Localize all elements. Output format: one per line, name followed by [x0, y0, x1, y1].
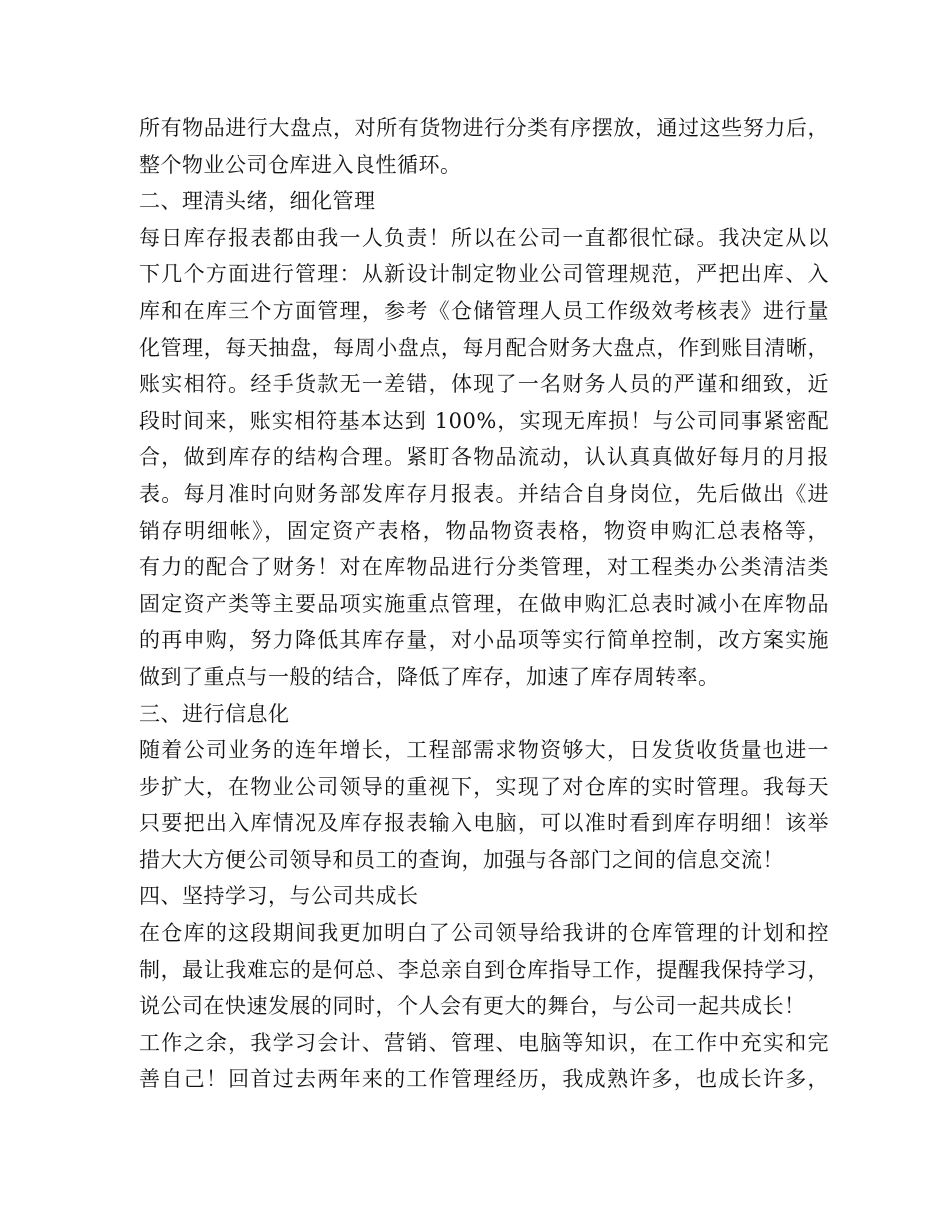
- text-line: 化管理，每天抽盘，每周小盘点，每月配合财务大盘点，作到账目清晰，: [139, 335, 829, 360]
- text-line: 每日库存报表都由我一人负责！所以在公司一直都很忙碌。我决定从以: [139, 225, 829, 250]
- text-line: 制，最让我难忘的是何总、李总亲自到仓库指导工作，提醒我保持学习，: [139, 957, 829, 982]
- text-line: 有力的配合了财务！对在库物品进行分类管理，对工程类办公类清洁类: [139, 555, 829, 580]
- document-body: [139, 110, 829, 1098]
- text-line: 二、理清头绪，细化管理: [139, 189, 376, 214]
- text-line: 措大大方便公司领导和员工的查询，加强与各部门之间的信息交流！: [139, 847, 784, 872]
- text-line: 只要把出入库情况及库存报表输入电脑，可以准时看到库存明细！该举: [139, 811, 829, 836]
- text-line: 做到了重点与一般的结合，降低了库存，加速了库存周转率。: [139, 664, 720, 689]
- text-line: 的再申购，努力降低其库存量，对小品项等实行简单控制，改方案实施: [139, 628, 829, 653]
- text-line: 表。每月准时向财务部发库存月报表。并结合自身岗位，先后做出《进: [139, 481, 829, 506]
- text-line: 工作之余，我学习会计、营销、管理、电脑等知识，在工作中充实和完: [139, 1030, 829, 1055]
- text-line: 所有物品进行大盘点，对所有货物进行分类有序摆放，通过这些努力后，: [139, 116, 829, 140]
- text-line: 三、进行信息化: [139, 701, 290, 726]
- text-line: 合，做到库存的结构合理。紧盯各物品流动，认认真真做好每月的月报: [139, 445, 829, 470]
- text-line: 步扩大，在物业公司领导的重视下，实现了对仓库的实时管理。我每天: [139, 774, 829, 799]
- text-line: 随着公司业务的连年增长，工程部需求物资够大，日发货收货量也进一: [139, 738, 829, 763]
- text-line: 在仓库的这段期间我更加明白了公司领导给我讲的仓库管理的计划和控: [139, 921, 829, 946]
- text-line: 段时间来，账实相符基本达到 100%，实现无库损！与公司同事紧密配: [139, 408, 829, 433]
- text-line: 四、坚持学习，与公司共成长: [139, 884, 419, 909]
- text-line: 善自己！回首过去两年来的工作管理经历，我成熟许多，也成长许多，: [139, 1067, 829, 1092]
- text-line: 下几个方面进行管理：从新设计制定物业公司管理规范，严把出库、入: [139, 262, 829, 287]
- text-line: 说公司在快速发展的同时，个人会有更大的舞台，与公司一起共成长！: [139, 994, 806, 1019]
- text-line: 整个物业公司仓库进入良性循环。: [139, 152, 462, 177]
- text-line: 销存明细帐》，固定资产表格，物品物资表格，物资申购汇总表格等，: [139, 518, 829, 543]
- text-line: 账实相符。经手货款无一差错，体现了一名财务人员的严谨和细致，近: [139, 372, 829, 397]
- text-line: 库和在库三个方面管理，参考《仓储管理人员工作级效考核表》进行量: [139, 298, 829, 323]
- text-line: 固定资产类等主要品项实施重点管理，在做申购汇总表时减小在库物品: [139, 591, 829, 616]
